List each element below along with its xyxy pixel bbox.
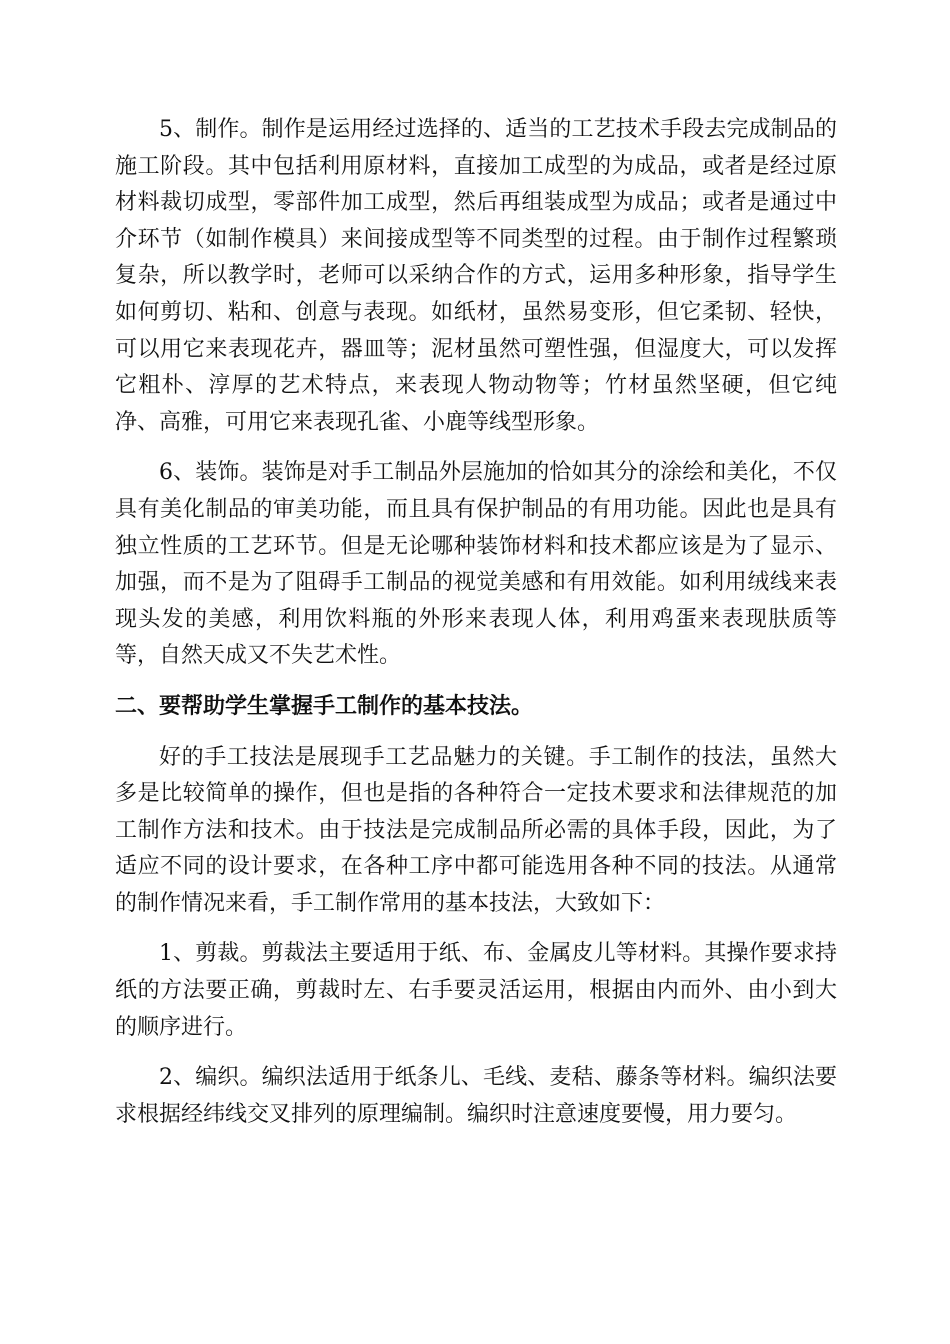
paragraph-weaving: 2、编织。编织法适用于纸条儿、毛线、麦秸、藤条等材料。编织法要求根据经纬线交叉排列的原理编制。编织时注意速度要慢，用力要匀。 [115,1065,837,1127]
document-page [115,112,837,1147]
paragraph-making: 5、制作。制作是运用经过选择的、适当的工艺技术手段去完成制品的施工阶段。其中包括利用原材料，直接加工成型的为成品，或者是经过原材料裁切成型，零部件加工成型，然后再组装成型为成品；或者是通过中介环节（如制作模具）来间接成型等不同类型的过程。由于制作过程繁琐复杂，所以教学时，老师可以采纳合作的方式，运用多种形象，指导学生如何剪切、粘和、创意与表现。如纸材，虽然易变形，但它柔韧、轻快，可以用它来表现花卉，器皿等；泥材虽然可塑性强，但湿度大，可以发挥它粗朴、淳厚的艺术特点，来表现人物动物等；竹材虽然坚硬，但它纯净、高雅，可用它来表现孔雀、小鹿等线型形象。 [115,117,837,435]
paragraph-cutting: 1、剪裁。剪裁法主要适用于纸、布、金属皮儿等材料。其操作要求持纸的方法要正确，剪裁时左、右手要灵活运用，根据由内而外、由小到大的顺序进行。 [115,941,837,1040]
paragraph-techniques-intro: 好的手工技法是展现手工艺品魅力的关键。手工制作的技法，虽然大多是比较简单的操作，但也是指的各种符合一定技术要求和法律规范的加工制作方法和技术。由于技法是完成制品所必需的具体手段，因此，为了适应不同的设计要求，在各种工序中都可能选用各种不同的技法。从通常的制作情况来看，手工制作常用的基本技法，大致如下： [115,744,837,916]
paragraph-decoration: 6、装饰。装饰是对手工制品外层施加的恰如其分的涂绘和美化，不仅具有美化制品的审美功能，而且具有保护制品的有用功能。因此也是具有独立性质的工艺环节。但是无论哪种装饰材料和技术都应该是为了显示、加强，而不是为了阻碍手工制品的视觉美感和有用效能。如利用绒线来表现头发的美感，利用饮料瓶的外形来表现人体，利用鸡蛋来表现肤质等等，自然天成又不失艺术性。 [115,460,837,669]
section-heading: 二、要帮助学生掌握手工制作的基本技法。 [115,693,534,719]
